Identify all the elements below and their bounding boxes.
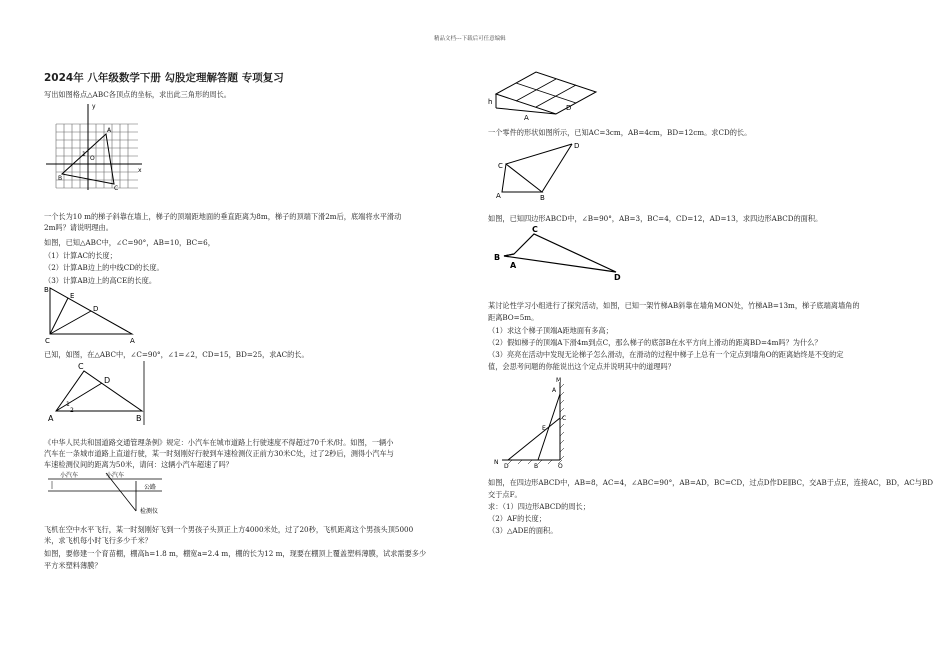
question-right-triangle-l2: （1）计算AC的长度； [44, 251, 117, 260]
label-x: x [138, 167, 142, 174]
label-two: 2 [70, 407, 74, 414]
label-a: A [48, 414, 54, 423]
label-c: C [114, 185, 119, 192]
figure-road-detector [44, 469, 176, 517]
label-a: A [496, 192, 501, 200]
label-d: D [93, 305, 99, 313]
label-b: B [44, 286, 49, 294]
label-d: D [504, 463, 509, 470]
label-c: C [532, 225, 538, 234]
question-ladder-l1: 一个长为10 m的梯子斜靠在墙上，梯子的顶端距地面的垂直距离为8m，梯子的顶端下滑2m后，底端将水平滑动 [44, 212, 402, 221]
page-title: 2024年 八年级数学下册 勾股定理解答题 专项复习 [44, 72, 284, 84]
question-kite-l5: （3）△ADE的面积。 [488, 526, 558, 535]
question-bamboo-ladder-l1: 某讨论性学习小组进行了探究活动，如图，已知一架竹梯AB斜靠在墙角MON处，竹梯AB=13m，梯子底端离墙角的 [488, 301, 860, 310]
figure-right-triangle-median [44, 284, 140, 346]
question-right-triangle-l3: （2）计算AB边上的中线CD的长度。 [44, 263, 164, 272]
question-grid-triangle: 写出如图格点△ABC各顶点的坐标，求出此三角形的周长。 [44, 90, 231, 99]
label-o: O [90, 155, 95, 162]
label-c: C [562, 415, 567, 422]
label-b: B [136, 414, 142, 423]
label-one: 1 [82, 151, 86, 158]
figure-wall-ladder [492, 374, 576, 470]
question-greenhouse-l1: 如图，要修建一个育苗棚，棚高h=1.8 m，棚宽a=2.4 m，棚的长为12 m，现要在棚顶上覆盖塑料薄膜，试求需要多少 [44, 549, 427, 558]
label-e: E [542, 425, 546, 432]
label-car-2: 小汽车 [106, 472, 125, 479]
figure-quadrilateral [492, 222, 628, 286]
label-a: A [524, 114, 529, 122]
question-right-triangle-l1: 如图，已知△ABC中，∠C=90°，AB=10，BC=6， [44, 238, 215, 247]
question-part-shape: 一个零件的形状如图所示，已知AC=3cm，AB=4cm，BD=12cm。求CD的长。 [488, 128, 752, 137]
label-m: M [556, 377, 562, 384]
label-a: A [510, 261, 517, 270]
question-kite-l3: 求：（1）四边形ABCD的周长； [488, 502, 590, 511]
label-d: D [574, 142, 580, 150]
label-o: O [558, 463, 563, 470]
figure-angle-bisector [44, 359, 154, 427]
question-right-triangle-l4: （3）计算AB边上的高CE的长度。 [44, 276, 157, 285]
label-e: E [70, 292, 75, 300]
label-road: 公路 [144, 484, 157, 491]
label-c: C [78, 362, 84, 371]
label-d: D [566, 104, 572, 112]
question-bamboo-ladder-l3: （1）求这个梯子顶端A距地面有多高； [488, 326, 613, 335]
label-y: y [92, 103, 96, 110]
question-greenhouse-l2: 平方米塑料薄膜？ [44, 561, 102, 570]
question-ladder-l2: 2m吗？请说明理由。 [44, 223, 113, 232]
label-c: C [45, 337, 50, 345]
label-d: D [614, 273, 621, 282]
label-c: C [498, 162, 503, 170]
figure-greenhouse [488, 68, 600, 122]
question-kite-l1: 如图，在四边形ABCD中，AB=8，AC=4，∠ABC=90°，AB=AD，BC=CD，过点D作DE∥BC，交AB于点E，连接AC，BD，AC与BD [488, 478, 934, 487]
label-car-1: 小汽车 [60, 472, 79, 479]
question-speed-l1: 《中华人民共和国道路交通管理条例》规定：小汽车在城市道路上行驶速度不得超过70千米/时。如图，一辆小 [44, 438, 394, 447]
question-plane-l1: 飞机在空中水平飞行，某一时刻刚好飞到一个男孩子头顶正上方4000米处，过了20秒，飞机距离这个男孩头顶5000 [44, 525, 414, 534]
figure-grid-triangle [44, 100, 144, 192]
question-angle-bisector: 已知，如图，在△ABC中，∠C=90°，∠1=∠2，CD=15，BD=25，求AC的长。 [44, 350, 309, 359]
question-quadrilateral-area: 如图，已知四边形ABCD中，∠B=90°，AB=3，BC=4，CD=12，AD=13，求四边形ABCD的面积。 [488, 214, 823, 223]
question-bamboo-ladder-l6: 值，会思考问题的你能说出这个定点并说明其中的道理吗？ [488, 362, 675, 371]
label-detector: 检测仪 [140, 508, 159, 515]
label-d: D [104, 376, 111, 385]
question-kite-l4: （2）AF的长度； [488, 514, 546, 523]
question-speed-l2: 汽车在一条城市道路上直道行驶，某一时刻刚好行驶到车速检测仪正前方30米C处，过了2秒后，测得小汽车与 [44, 449, 394, 458]
question-bamboo-ladder-l5: （3）亮亮在活动中发现无论梯子怎么滑动，在滑动的过程中梯子上总有一个定点到墙角O的距离始终是不变的定 [488, 350, 844, 359]
label-b: B [540, 194, 545, 202]
label-one: 1 [66, 401, 70, 408]
question-kite-l2: 交于点F。 [488, 490, 522, 499]
page-header: 精品文档---下载后可任意编辑 [434, 36, 506, 42]
question-plane-l2: 米，求飞机每小时飞行多少千米？ [44, 536, 152, 545]
label-n: N [494, 459, 499, 466]
figure-part-shape [492, 138, 584, 202]
question-speed-l3: 车速检测仪间的距离为50米，请问：这辆小汽车超速了吗？ [44, 460, 233, 469]
label-b: B [534, 463, 539, 470]
label-b: B [494, 253, 501, 262]
label-a: A [130, 337, 135, 345]
label-b: B [58, 175, 63, 182]
label-a: A [552, 387, 557, 394]
label-a: A [107, 127, 112, 134]
label-h: h [488, 98, 493, 106]
question-bamboo-ladder-l2: 距离BO=5m。 [488, 313, 539, 322]
question-bamboo-ladder-l4: （2）假如梯子的顶端A下滑4m到点C，那么梯子的底部B在水平方向上滑动的距离BD=4m吗？为什么？ [488, 338, 822, 347]
